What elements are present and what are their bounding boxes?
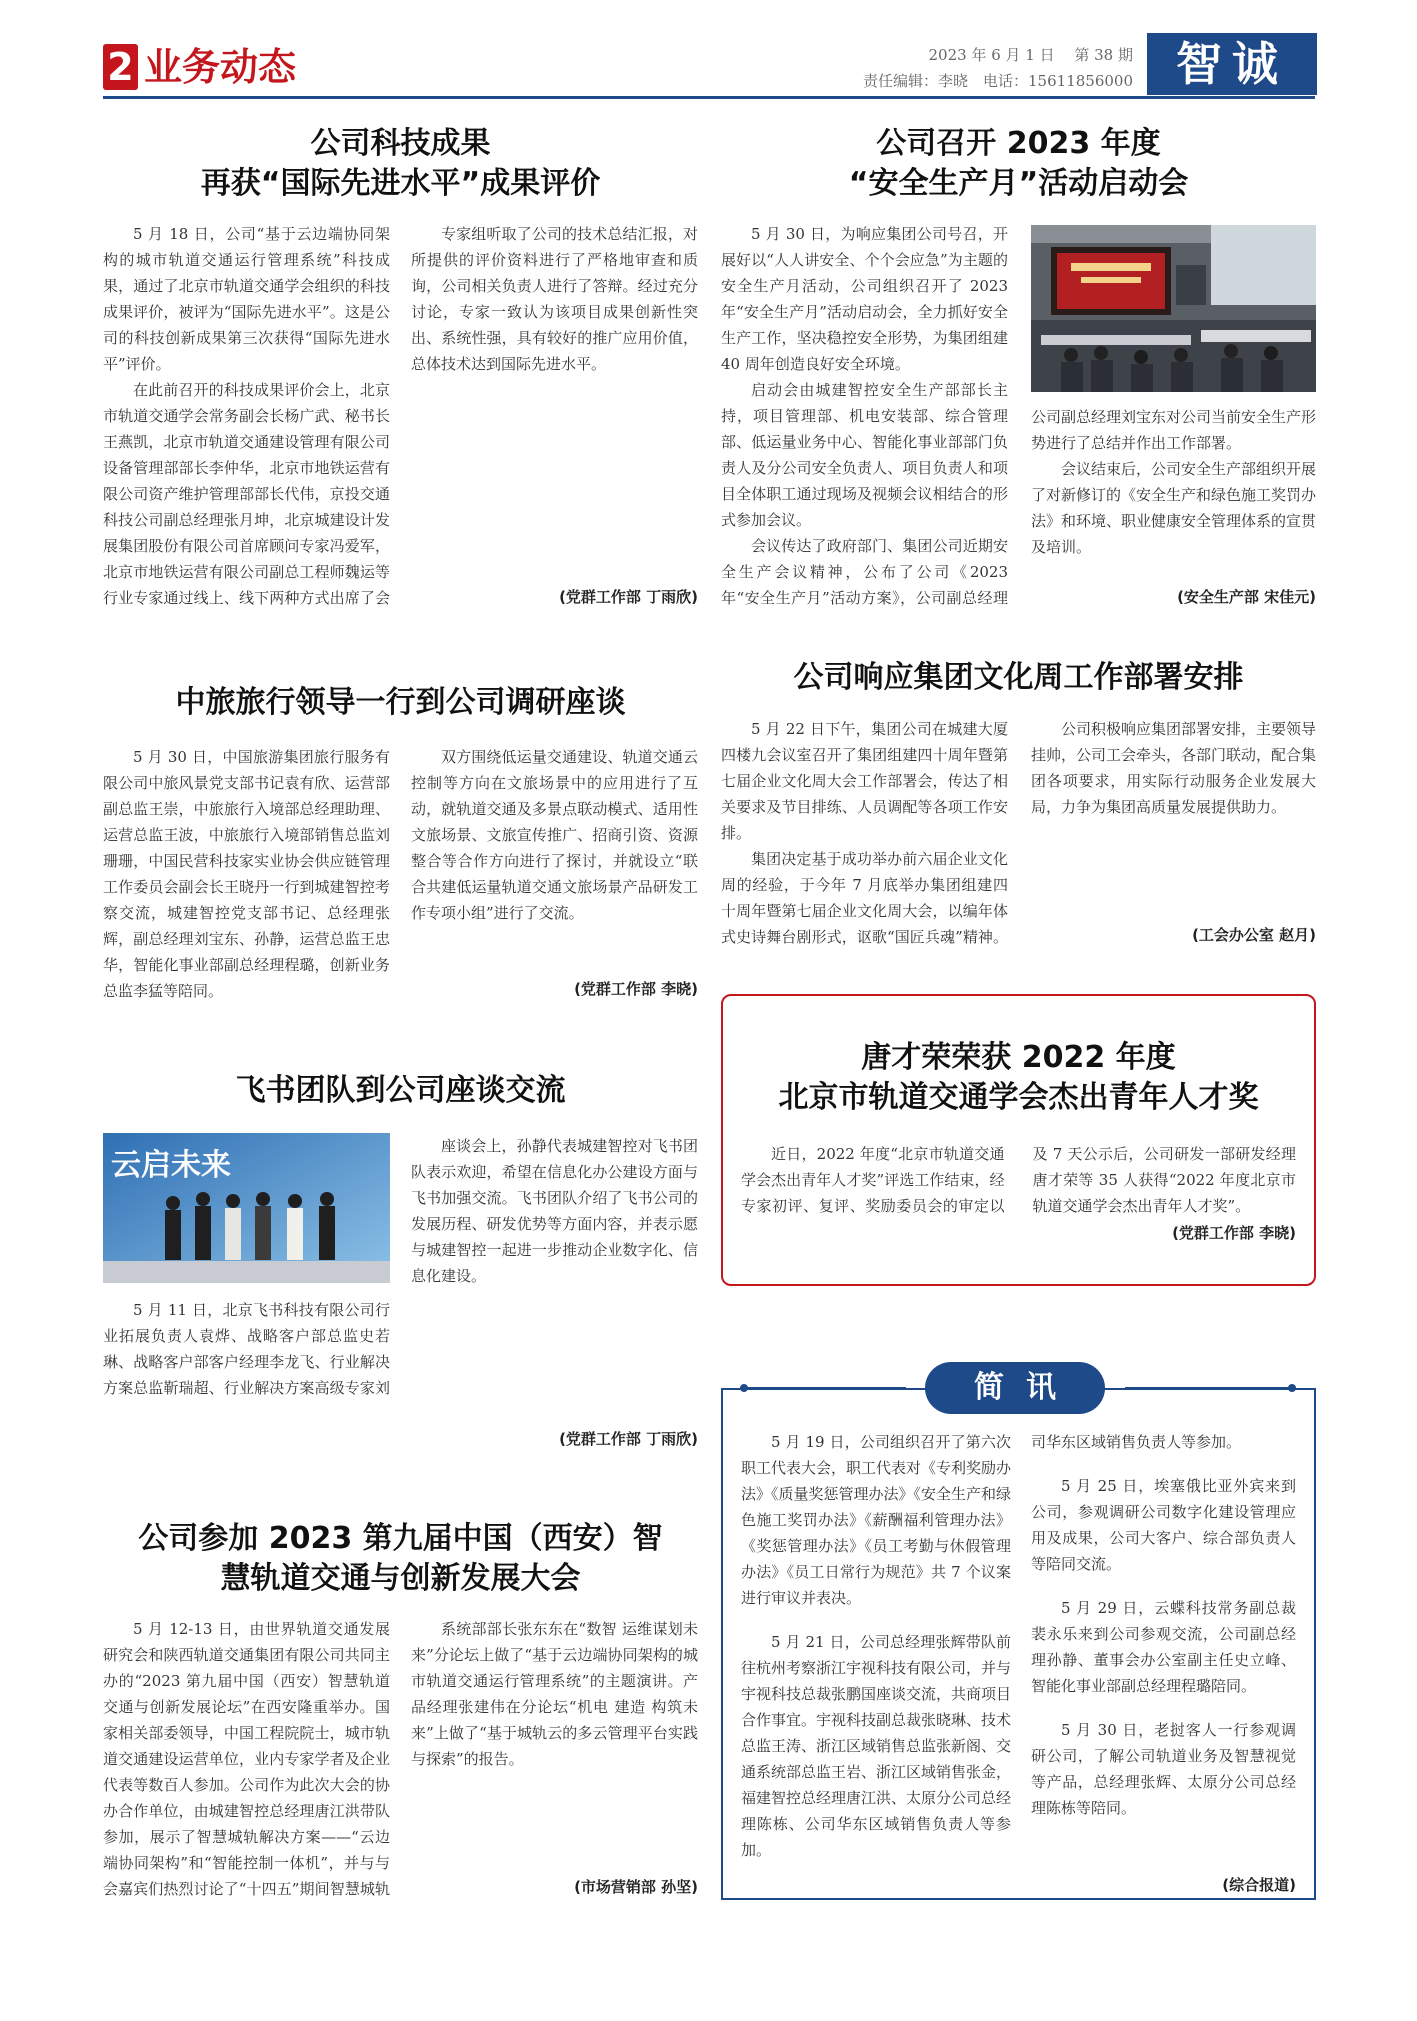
brief-right-rule	[1125, 1387, 1291, 1389]
article-2-para: 启动会由城建智控安全生产部部长主持，项目管理部、机电安装部、综合管理部、低运量业务中心、智能化事业部部门负责人及分公司安全负责人、项目负责人和项目全体职工通过现场及视频会议相结合的形式参加会议。	[721, 381, 1008, 529]
article-5-signature: (党群工作部 李晓)	[1172, 1224, 1296, 1242]
article-6-col-2	[411, 1133, 698, 1433]
article-3-para: 双方围绕低运量交通建设、轨道交通云控制等方向在文旅场景中的应用进行了互动，就轨道交通及多景点联动模式、适用性文旅场景、文旅宣传推广、招商引资、资源整合等合作方向进行了探讨，并就设立“联合共建低运量轨道交通文旅场景产品研发工作专项小组”进行了交流。	[411, 748, 698, 922]
article-1-title-line2: 再获“国际先进水平”成果评价	[200, 166, 601, 201]
article-4-col-1	[721, 716, 1008, 954]
brief-item: 5 月 19 日，公司组织召开了第六次职工代表大会，职工代表对《专利奖励办法》《质量奖惩管理办法》《安全生产和绿色施工奖罚办法》《薪酬福利管理办法》《奖惩管理办法》《员工考勤与休假管理办法》《员工日常行为规范》共 7 个议案进行审议并表决。	[741, 1433, 1011, 1607]
editor-info: 责任编辑：李晓 电话：15611856000	[863, 72, 1133, 90]
article-6-group-photo	[103, 1133, 390, 1283]
article-1-para: 在此前召开的科技成果评价会上，北京市轨道交通学会常务副会长杨广武、秘书长王燕凯，北京市轨道交通建设管理有限公司设备管理部部长李仲华，北京市地铁运营有限公司资产维护管理部部长代伟，京投交通科技公司副总经理张月坤，北京城建设计发展集团股份有限公司首席顾问专家冯爱军，北京市地铁运营有限公司副总工程师魏运等行业专家通过线上、线下两种方式出席了会	[103, 381, 390, 607]
brief-item: 5 月 30 日，老挝客人一行参观调研公司，了解公司轨道业务及智慧视觉等产品，总经理张辉、太原分公司总经理陈栋等陪同。	[1031, 1721, 1296, 1817]
article-4-signature: (工会办公室 赵月)	[1192, 926, 1316, 944]
article-2-title	[721, 124, 1316, 204]
article-7-para: 5 月 12-13 日，由世界轨道交通发展研究会和陕西轨道交通集团有限公司共同主办的“2023 第九届中国（西安）智慧轨道交通与创新发展论坛”在西安隆重举办。国家相关部委领导，中国工程院院士，城市轨道交通建设运营单位，业内专家学者及企业代表等数百人参加。公司作为此次大会的协办合作单位，由城建智控总经理唐江洪带队参加，展示了智慧城轨解决方案——“云边端协同架构”和“智能控制一体机”，并与与会嘉宾们热烈讨论了“十四五”期间智慧城轨	[103, 1620, 390, 1898]
newspaper-logo: 智诚	[1147, 33, 1317, 95]
issue-date: 2023 年 6 月 1 日 第 38 期	[928, 46, 1133, 64]
article-7-title	[103, 1519, 698, 1599]
article-2-col-1	[721, 221, 1008, 616]
article-1-signature: (党群工作部 丁雨欣)	[559, 588, 698, 606]
article-5-para: 近日，2022 年度“北京市轨道交通学会杰出青年人才奖”评选工作结束，经专家初评、复评、奖励委员会的审定以及 7 天公示后，公司研发一部研发经理唐才荣等 35 人获得“2022 年度北京市轨道交通学会杰出青年人才奖”。	[741, 1145, 1296, 1215]
article-6-para: 座谈会上，孙静代表城建智控对飞书团队表示欢迎，希望在信息化办公建设方面与飞书加强交流。飞书团队介绍了飞书公司的发展历程、研发优势等方面内容，并表示愿与城建智控一起进一步推动企业数字化、信息化建设。	[411, 1137, 698, 1285]
article-2-title-line2: “安全生产月”活动启动会	[848, 166, 1189, 201]
article-1-title-line1: 公司科技成果	[310, 126, 491, 161]
brief-col-2	[1031, 1429, 1296, 1869]
meeting-photo-image	[1031, 225, 1316, 392]
photo-backdrop-text: 云启未来	[111, 1148, 231, 1183]
article-1-para: 专家组听取了公司的技术总结汇报，对所提供的评价资料进行了严格地审查和质询，公司相关负责人进行了答辩。经过充分讨论，专家一致认为该项目成果创新性突出、系统性强，具有较好的推广应用价值，总体技术达到国际先进水平。	[411, 225, 698, 373]
brief-left-rule	[746, 1387, 906, 1389]
article-5-title-line2: 北京市轨道交通学会杰出青年人才奖	[778, 1080, 1259, 1115]
article-3-col-2	[411, 744, 698, 982]
article-5-title	[721, 1038, 1316, 1118]
article-4-para: 公司积极响应集团部署安排，主要领导挂帅，公司工会牵头，各部门联动，配合集团各项要求，用实际行动服务企业发展大局，力争为集团高质量发展提供助力。	[1031, 720, 1316, 816]
article-6-col-1	[103, 1297, 390, 1405]
brief-signature: (综合报道)	[1222, 1876, 1296, 1894]
article-2-col-2	[1031, 404, 1316, 590]
article-4-para: 集团决定基于成功举办前六届企业文化周的经验，于今年 7 月底举办集团组建四十周年暨第七届企业文化周大会，以编年体式史诗舞台剧形式，讴歌“国匠兵魂”精神。	[721, 850, 1008, 946]
brief-item: 5 月 29 日，云蝶科技常务副总裁裴永乐来到公司参观交流，公司副总经理孙静、董事会办公室副主任史立峰、智能化事业部副总经理程璐陪同。	[1031, 1599, 1296, 1695]
article-2-para: 公司副总经理刘宝东对公司当前安全生产形势进行了总结并作出工作部署。	[1031, 408, 1316, 452]
article-1-col-2	[411, 221, 698, 593]
article-5-title-line1: 唐才荣荣获 2022 年度	[861, 1040, 1176, 1075]
article-2-para: 会议传达了政府部门、集团公司近期安全生产会议精神，公布了公司《2023 年“安全生产月”活动方案》，公司副总经理	[721, 537, 1008, 607]
brief-item: 5 月 21 日，公司总经理张辉带队前往杭州考察浙江宇视科技有限公司，并与宇视科技总裁张鹏国座谈交流，共商项目合作事宜。宇视科技副总裁张晓琳、技术总监王涛、浙江区域销售总监张新阁、交通系统部总监王岩、浙江区域销售张金，福建智控总经理唐江洪、太原分公司总经理陈栋、公司华东区域销售负责人等参加。	[741, 1633, 1011, 1859]
article-1-title	[103, 124, 698, 204]
article-6-para: 5 月 11 日，北京飞书科技有限公司行业拓展负责人袁烨、战略客户部总监史若琳、战略客户部客户经理李龙飞、行业解决方案总监靳瑞超、行业解决方案高级专家刘	[103, 1301, 390, 1397]
article-7-para: 系统部部长张东东在“数智 运维谋划未来”分论坛上做了“基于云边端协同架构的城市轨道交通运行管理系统”的主题演讲。产品经理张建伟在分论坛“机电 建造 构筑未来”上做了“基于城轨云的多云管理平台实践与探索”的报告。	[411, 1620, 698, 1768]
brief-dot-left	[740, 1384, 748, 1392]
brief-item-cont: 司华东区域销售负责人等参加。	[1031, 1433, 1242, 1451]
article-7-col-2	[411, 1616, 698, 1880]
section-title: 业务动态	[144, 45, 297, 89]
article-7-signature: (市场营销部 孙坚)	[574, 1878, 698, 1896]
article-3-para: 5 月 30 日，中国旅游集团旅行服务有限公司中旅风景党支部书记袁有欣、运营部副总监王崇，中旅旅行入境部总经理助理、运营总监王波，中旅旅行入境部销售总监刘珊珊，中国民营科技家实业协会供应链管理工作委员会副会长王晓丹一行到城建智控考察交流，城建智控党支部书记、总经理张辉，副总经理刘宝东、孙静，运营总监王忠华，智能化事业部副总经理程璐，创新业务总监李猛等陪同。	[103, 748, 390, 1000]
article-6-signature: (党群工作部 丁雨欣)	[559, 1430, 698, 1448]
article-2-title-line1: 公司召开 2023 年度	[876, 126, 1161, 161]
header-rule	[103, 96, 1315, 99]
article-2-signature: (安全生产部 宋佳元)	[1177, 588, 1316, 606]
group-photo-image	[103, 1133, 390, 1283]
article-3-signature: (党群工作部 李晓)	[574, 980, 698, 998]
article-7-title-line2: 慧轨道交通与创新发展大会	[220, 1561, 581, 1596]
article-7-col-1	[103, 1616, 390, 1906]
section-number-badge: 2	[103, 44, 138, 90]
article-1-col-1	[103, 221, 390, 616]
article-2-para: 会议结束后，公司安全生产部组织开展了对新修订的《安全生产和绿色施工奖罚办法》和环境、职业健康安全管理体系的宣贯及培训。	[1031, 460, 1316, 556]
article-4-para: 5 月 22 日下午，集团公司在城建大厦四楼九会议室召开了集团组建四十周年暨第七届企业文化周大会工作部署会，传达了相关要求及节目排练、人员调配等各项工作安排。	[721, 720, 1008, 842]
brief-col-1	[741, 1429, 1011, 1899]
article-3-title: 中旅旅行领导一行到公司调研座谈	[175, 685, 626, 720]
article-3-col-1	[103, 744, 390, 1008]
article-7-title-line1: 公司参加 2023 第九届中国（西安）智	[138, 1521, 663, 1556]
article-6-title: 飞书团队到公司座谈交流	[235, 1073, 566, 1108]
article-1-para: 5 月 18 日，公司“基于云边端协同架构的城市轨道交通运行管理系统”科技成果，通过了北京市轨道交通学会组织的科技成果评价，被评为“国际先进水平”。这是公司的科技创新成果第三次获得“国际先进水平”评价。	[103, 225, 390, 373]
brief-news-heading: 简讯	[925, 1362, 1105, 1414]
article-2-meeting-photo	[1031, 225, 1316, 392]
article-2-para: 5 月 30 日，为响应集团公司号召，开展好以“人人讲安全、个个会应急”为主题的安全生产月活动，公司组织召开了 2023 年“安全生产月”活动启动会，全力抓好安全生产工作，坚决稳控安全形势，为集团组建 40 周年创造良好安全环境。	[721, 225, 1008, 373]
brief-dot-right	[1288, 1384, 1296, 1392]
brief-item: 5 月 25 日，埃塞俄比亚外宾来到公司，参观调研公司数字化建设管理应用及成果，公司大客户、综合部负责人等陪同交流。	[1031, 1477, 1296, 1573]
article-4-title: 公司响应集团文化周工作部署安排	[793, 660, 1244, 695]
article-4-col-2	[1031, 716, 1316, 928]
